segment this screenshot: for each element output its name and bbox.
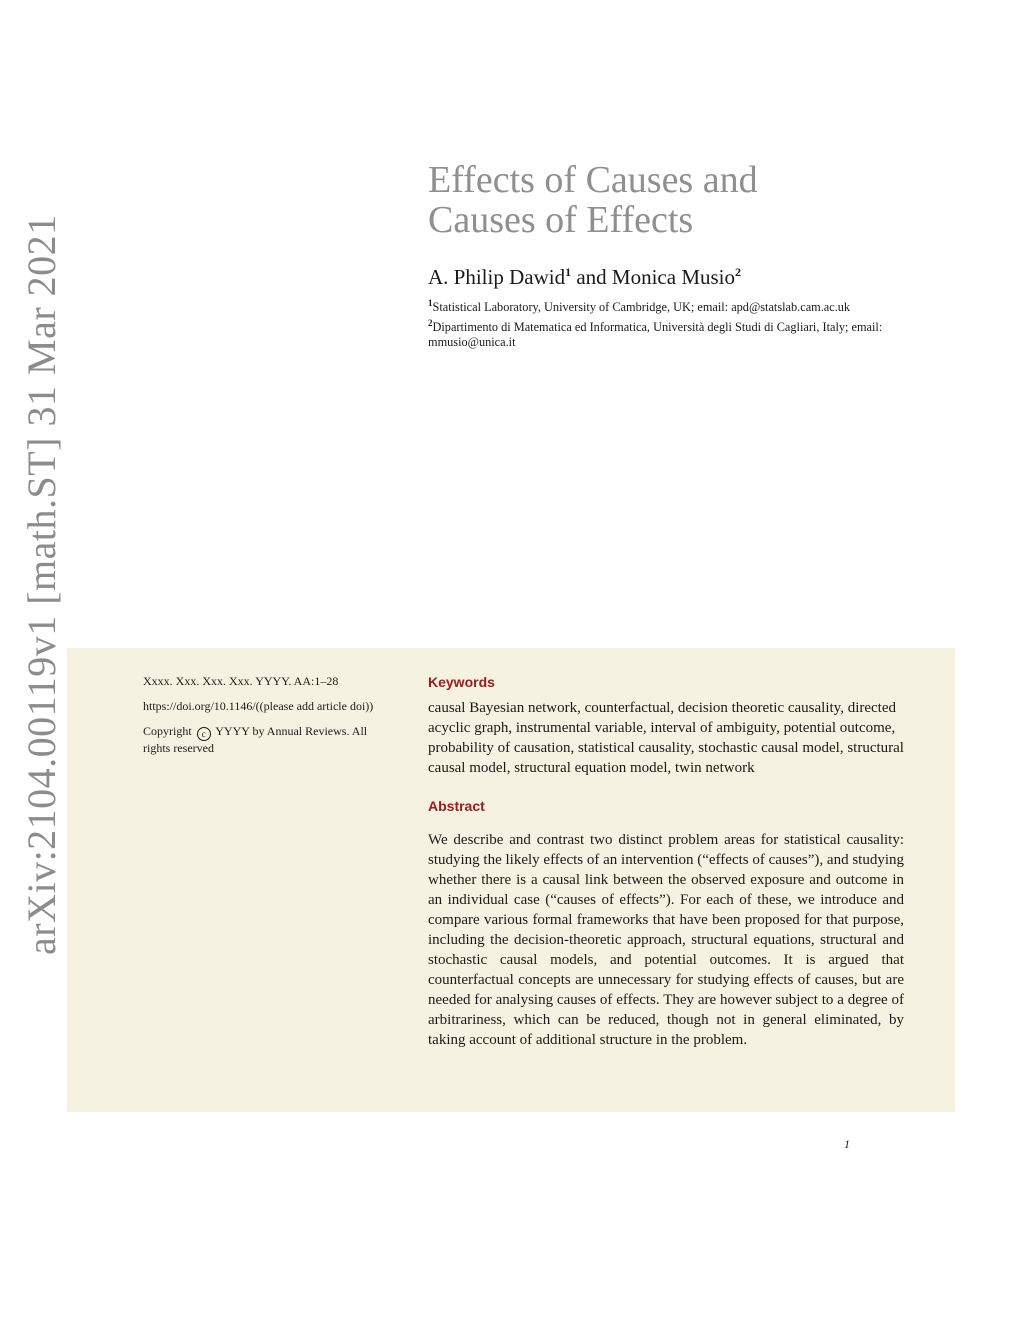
paper-title xyxy=(428,160,948,240)
author-name: Monica Musio xyxy=(611,265,735,289)
affiliation-item xyxy=(428,316,908,350)
title-line-2: Causes of Effects xyxy=(428,199,694,241)
copyright-icon: c xyxy=(197,727,211,741)
abstract-heading: Abstract xyxy=(428,798,485,814)
abstract-text: We describe and contrast two distinct problem areas for statistical causality: studying the likely effects of an intervention (“effects of causes”), and studying whether there is a causal link between the observed exposure and outcome in an individual case (“causes of effects”). For each of these, we introduce and compare various formal frameworks that have been proposed for that purpose, including the decision-theoretic approach, structural equations, structural and stochastic causal models, and potential outcomes. It is argued that counterfactual concepts are unnecessary for studying effects of causes, but are needed for analysing causes of effects. They are however subject to a degree of arbitrariness, which can be reduced, though not in general eliminated, by taking account of additional structure in the problem. xyxy=(428,832,904,1048)
affiliation-item xyxy=(428,296,908,315)
author-name: A. Philip Dawid xyxy=(428,265,566,289)
affiliation-text: Dipartimento di Matematica ed Informatica, Università degli Studi di Cagliari, Italy; email: mmusio@unica.it xyxy=(428,320,883,350)
author-affil-mark: 2 xyxy=(735,265,741,279)
affiliation-mark: 2 xyxy=(428,318,433,329)
affiliation-mark: 1 xyxy=(428,298,433,308)
author-conjunction: and xyxy=(571,265,612,289)
affiliations xyxy=(428,296,908,351)
keywords-heading: Keywords xyxy=(428,674,495,690)
keywords-text: causal Bayesian network, counterfactual, decision theoretic causality, directed acyclic graph, instrumental variable, interval of ambiguity, potential outcome, probability of causation, statistical causality, stochastic causal model, structural causal model, structural equation model, twin network xyxy=(428,700,904,776)
affiliation-text: Statistical Laboratory, University of Cambridge, UK; email: apd@statslab.cam.ac.uk xyxy=(432,300,851,315)
title-line-1: Effects of Causes and xyxy=(428,159,758,201)
arxiv-stamp: arXiv:2104.00119v1 [math.ST] 31 Mar 2021 xyxy=(19,214,64,955)
page-number: 1 xyxy=(844,1137,850,1151)
author-affil-mark: 1 xyxy=(565,265,572,279)
journal-info xyxy=(143,674,393,766)
journal-citation: Xxxx. Xxx. Xxx. Xxx. YYYY. AA:1–28 xyxy=(143,674,339,688)
copyright-notice xyxy=(143,724,393,756)
doi-link[interactable]: https://doi.org/10.1146/((please add article doi)) xyxy=(143,699,374,713)
author-list xyxy=(428,265,741,290)
keywords-abstract-column xyxy=(428,672,904,1050)
copyright-suffix: YYYY by Annual Reviews. All rights reserved xyxy=(143,724,368,755)
copyright-prefix: Copyright xyxy=(143,724,192,738)
